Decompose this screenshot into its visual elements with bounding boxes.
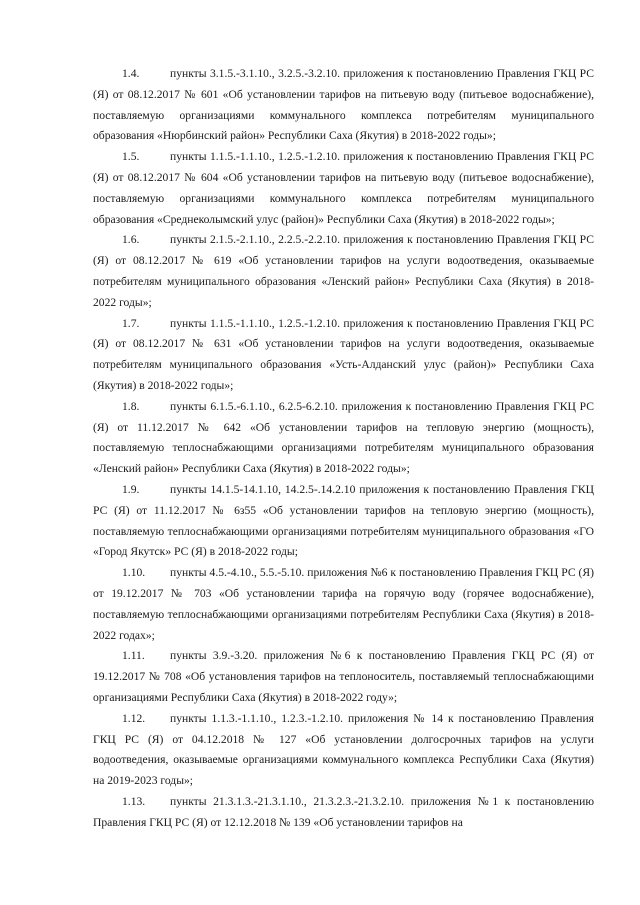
item-number: 1.4. (122, 67, 140, 80)
list-item (93, 64, 594, 147)
item-number: 1.13. (122, 794, 146, 808)
item-number: 1.5. (122, 150, 140, 164)
list-item (93, 397, 594, 480)
item-number: 1.11. (122, 649, 145, 663)
list-item (93, 230, 594, 313)
item-text: пункты 4.5.-4.10., 5.5.-5.10. приложения №6 к постановлению Правления ГКЦ РС (Я) от 19.12.2017 № 703 «Об установлении тарифа на горячую воду (горячее водоснабжение), поставляемую теплоснабжающими организациями потребителям Республики Саха (Якутия) в 2018-2022 годах»; (93, 566, 594, 642)
list-item (93, 792, 594, 834)
item-text: пункты 2.1.5.-2.1.10., 2.2.5.-2.2.10. приложения к постановлению Правления ГКЦ РС (Я) от 08.12.2017 № 619 «Об установлении тарифов на услуги водоотведения, оказываемые потребителям муниципального образования «Ленский район» Республики Саха (Якутия) в 2018-2022 годы»; (93, 233, 594, 309)
list-item (93, 646, 594, 708)
list-item (93, 709, 594, 792)
item-number: 1.10. (122, 566, 146, 580)
item-text: пункты 1.1.5.-1.1.10., 1.2.5.-1.2.10. приложения к постановлению Правления ГКЦ РС (Я) от 08.12.2017 № 604 «Об установлении тарифов на питьевую воду (питьевое водоснабжение), поставляемую организациями коммунального комплекса потребителям муниципального образования «Среднеколымский улус (район)» Республики Саха (Якутия) в 2018-2022 годы»; (93, 150, 594, 226)
item-number: 1.7. (122, 316, 140, 330)
item-text: пункты 1.1.5.-1.1.10., 1.2.5.-1.2.10. приложения к постановлению Правления ГКЦ РС (Я) от 08.12.2017 № 631 «Об установлении тарифов на услуги водоотведения, оказываемые потребителям муниципального образования «Усть-Алданский улус (район)» Республики Саха (Якутия) в 2018-2022 годы»; (93, 316, 594, 392)
item-number: 1.12. (122, 711, 146, 725)
list-item (93, 147, 594, 230)
item-text: пункты 6.1.5.-6.1.10., 6.2.5-6.2.10. приложения к постановлению Правления ГКЦ РС (Я) от 11.12.2017 № 642 «Об установлении тарифов на тепловую энергию (мощность), поставляемую теплоснабжающими организациями потребителям муниципального образования «Ленский район» Республики Саха (Якутия) в 2018-2022 годы»; (93, 399, 594, 476)
item-text: пункты 3.9.-3.20. приложения №6 к постановлению Правления ГКЦ РС (Я) от 19.12.2017 № 708 «Об установления тарифов на теплоноситель, поставляемый теплоснабжающими организациями Республики Саха (Якутия) в 2018-2022 году»; (93, 649, 594, 704)
item-text: пункты 21.3.1.3.-21.3.1.10., 21.3.2.3.-21.3.2.10. приложения №1 к постановлению Правления ГКЦ РС (Я) от 12.12.2018 № 139 «Об установлении тарифов на (93, 794, 594, 829)
item-text: пункты 3.1.5.-3.1.10., 3.2.5.-3.2.10. приложения к постановлению Правления ГКЦ РС (Я) от 08.12.2017 № 601 «Об установлении тарифов на питьевую воду (питьевое водоснабжение), поставляемую организациями коммунального комплекса потребителям муниципального образования «Нюрбинский район» Республики Саха (Якутия) в 2018-2022 годы»; (93, 67, 594, 143)
list-item (93, 563, 594, 646)
item-number: 1.6. (122, 233, 140, 247)
item-text: пункты 14.1.5-14.1.10, 14.2.5-.14.2.10 приложения к постановлению Правления ГКЦ РС (Я) от 11.12.2017 № 6з55 «Об установлении тарифов на тепловую энергию (мощность), поставляемую теплоснабжающими организациями потребителям муниципального образования «ГО «Город Якутск» РС (Я) в 2018-2022 годы; (93, 482, 594, 559)
list-item (93, 314, 594, 397)
list-item (93, 480, 594, 563)
item-number: 1.9. (122, 482, 140, 496)
item-text: пункты 1.1.3.-1.1.10., 1.2.3.-1.2.10. приложения № 14 к постановлению Правления ГКЦ РС (Я) от 04.12.2018 № 127 «Об установлении долгосрочных тарифов на услуги водоотведения, оказываемые организациями коммунального комплекса Республики Саха (Якутия) на 2019-2023 годы»; (93, 711, 594, 788)
item-number: 1.8. (122, 399, 140, 413)
